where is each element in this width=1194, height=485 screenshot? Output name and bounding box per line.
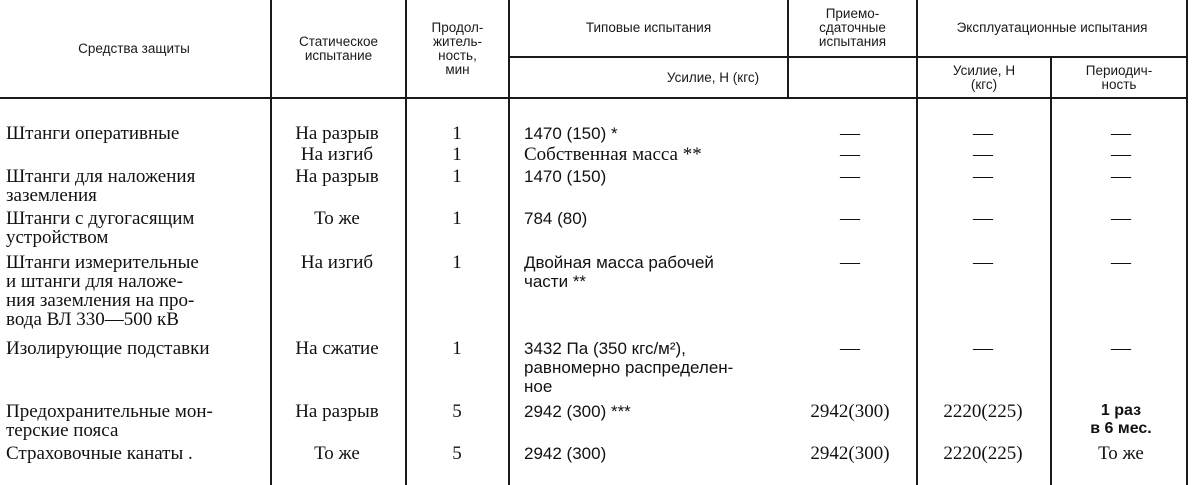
- acceptance-value: —: [840, 122, 860, 144]
- means-name: Штанги оперативные: [6, 123, 180, 144]
- op-force-value: —: [973, 122, 993, 144]
- col-divider: [1050, 58, 1052, 485]
- op-force-value: —: [973, 251, 993, 273]
- static-test: На разрыв: [295, 123, 379, 144]
- means-name: Штанги для наложения заземления: [6, 166, 196, 206]
- means-name: Предохранительные мон- терские пояса: [6, 401, 213, 441]
- duration: 1: [452, 123, 462, 144]
- header-static: Статическое испытание: [298, 33, 379, 63]
- header-force: Усилие, Н (кгс): [666, 69, 760, 85]
- duration: 1: [452, 208, 462, 229]
- static-test: То же: [314, 208, 360, 229]
- header-type-tests: Типовые испытания: [585, 20, 712, 35]
- static-test: На сжатие: [295, 338, 379, 359]
- periodicity-value: —: [1111, 143, 1131, 165]
- static-test: На изгиб: [300, 252, 374, 273]
- static-test: На изгиб: [300, 144, 374, 165]
- means-name: Штанги с дугогасящим устройством: [6, 208, 195, 248]
- header-op-force: Усилие, Н (кгс): [952, 62, 1016, 92]
- op-force-value: —: [973, 143, 993, 165]
- header-operational: Эксплуатационные испытания: [956, 20, 1148, 35]
- periodicity-value: —: [1111, 207, 1131, 229]
- op-force-value: —: [973, 207, 993, 229]
- acceptance-value: —: [840, 143, 860, 165]
- type-force: 2942 (300): [524, 444, 607, 463]
- type-force: Собственная масса **: [524, 144, 702, 165]
- header-duration: Продол- житель- ность, мин: [431, 19, 484, 77]
- header-periodicity: Периодич- ность: [1085, 62, 1153, 92]
- duration: 1: [452, 338, 462, 359]
- static-test: На разрыв: [295, 401, 379, 422]
- col-divider: [1186, 0, 1188, 485]
- means-name: Страховочные канаты .: [6, 443, 193, 464]
- acceptance-value: —: [840, 207, 860, 229]
- means-name: Изолирующие подставки: [6, 338, 210, 359]
- header-acceptance: Приемо- сдаточные испытания: [818, 6, 887, 49]
- type-force: 2942 (300) ***: [524, 402, 631, 421]
- type-force: 784 (80): [524, 209, 588, 228]
- acceptance-value: —: [840, 251, 860, 273]
- static-test: На разрыв: [295, 166, 379, 187]
- periodicity-value: —: [1111, 165, 1131, 187]
- type-force: 1470 (150): [524, 167, 607, 186]
- periodicity-value: 1 раз в 6 мес.: [1090, 402, 1152, 437]
- duration: 1: [452, 166, 462, 187]
- means-name: Штанги измерительные и штанги для наложе- ния заземления на про- вода ВЛ 330—500 кВ: [6, 252, 199, 330]
- type-force: Двойная масса рабочей части **: [524, 253, 714, 291]
- op-force-value: —: [973, 337, 993, 359]
- static-test: То же: [314, 443, 360, 464]
- periodicity-value: —: [1111, 251, 1131, 273]
- periodicity-value: —: [1111, 337, 1131, 359]
- duration: 1: [452, 144, 462, 165]
- periodicity-value: —: [1111, 122, 1131, 144]
- duration: 5: [452, 443, 462, 464]
- acceptance-value: —: [840, 165, 860, 187]
- acceptance-value: —: [840, 337, 860, 359]
- periodicity-value: То же: [1098, 443, 1144, 464]
- duration: 5: [452, 401, 462, 422]
- duration: 1: [452, 252, 462, 273]
- header-bottom-rule: [0, 97, 1186, 99]
- type-force: 1470 (150) *: [524, 124, 618, 143]
- op-force-value: 2220(225): [943, 443, 1023, 464]
- op-force-value: —: [973, 165, 993, 187]
- acceptance-value: 2942(300): [810, 443, 890, 464]
- acceptance-value: 2942(300): [810, 401, 890, 422]
- op-force-value: 2220(225): [943, 401, 1023, 422]
- type-force: 3432 Па (350 кгс/м²), равномерно распределен- ное: [524, 339, 734, 396]
- header-means: Средства защиты: [78, 40, 190, 56]
